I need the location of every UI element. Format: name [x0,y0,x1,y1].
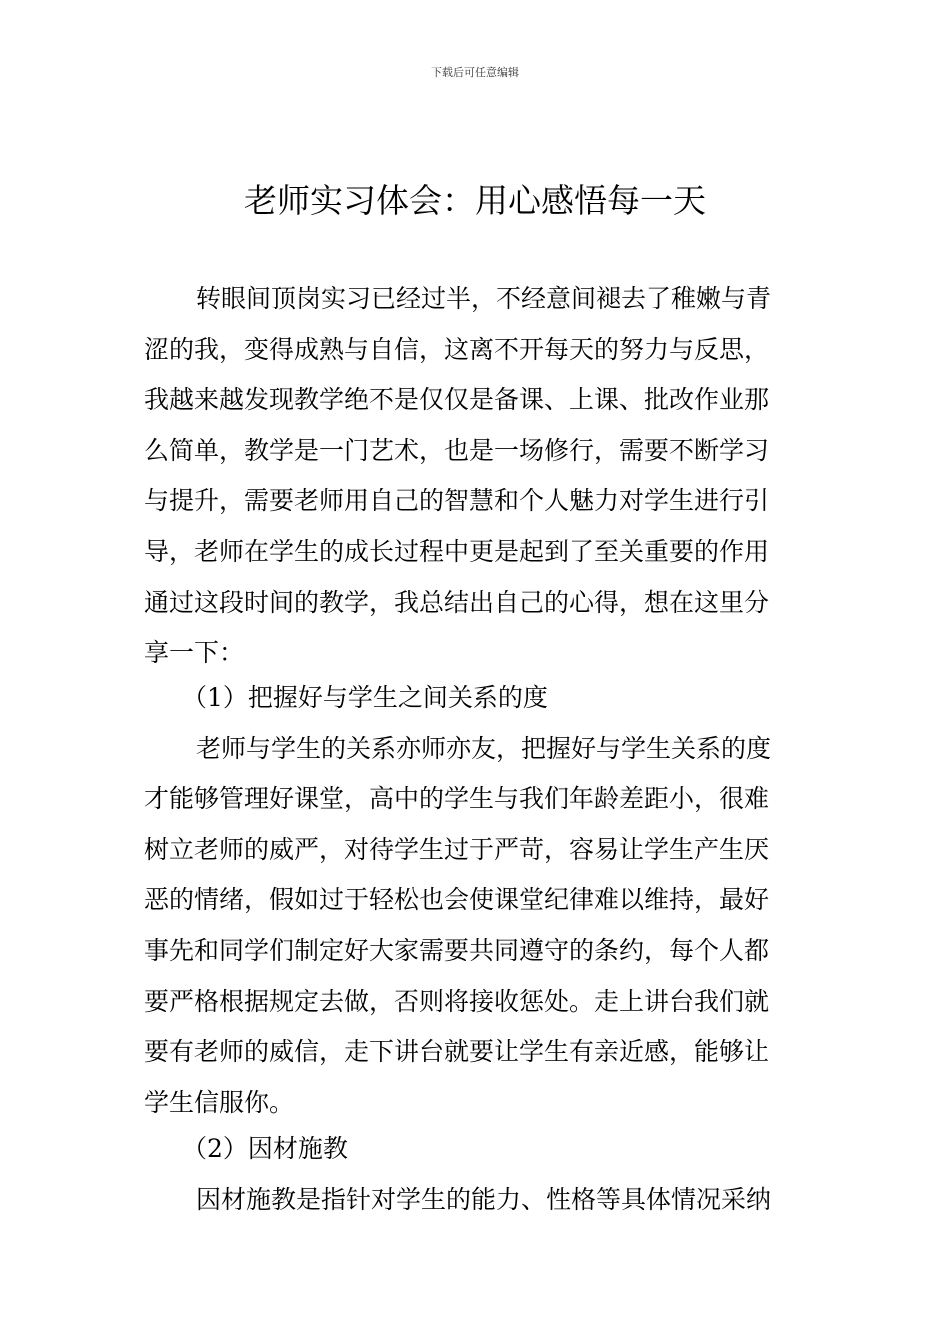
intro-paragraph [144,274,808,679]
paragraph-line: 涩的我，变得成熟与自信，这离不开每天的努力与反思， [144,334,770,364]
paragraph-line: 因材施教是指针对学生的能力、性格等具体情况采纳 [196,1184,772,1214]
paragraph-line: 与提升，需要老师用自己的智慧和个人魅力对学生进行引 [144,486,770,516]
section-heading: （2）因材施教 [182,1134,348,1163]
paragraph-line: 我越来越发现教学绝不是仅仅是备课、上课、批改作业那 [144,385,770,415]
header-note: 下载后可任意编辑 [431,66,519,79]
paragraph-line: 学生信服你。 [144,1087,295,1117]
paragraph-line: 转眼间顶岗实习已经过半，不经意间褪去了稚嫩与青 [196,284,772,313]
paragraph-line: 要严格根据规定去做，否则将接收惩处。走上讲台我们就 [144,986,770,1016]
paragraph-line: 老师与学生的关系亦师亦友，把握好与学生关系的度 [196,733,772,763]
paragraph-line: 要有老师的威信，走下讲台就要让学生有亲近感，能够让 [144,1037,770,1067]
paragraph-line: 导，老师在学生的成长过程中更是起到了至关重要的作用 [144,536,770,566]
paragraph-line: 享一下： [144,638,245,668]
section-1 [144,673,808,1128]
section-heading: （1）把握好与学生之间关系的度 [182,683,548,712]
paragraph-line: 树立老师的威严，对待学生过于严苛，容易让学生产生厌 [144,834,770,864]
paragraph-line: 通过这段时间的教学，我总结出自己的心得，想在这里分 [144,587,770,617]
paragraph-line: 么简单，教学是一门艺术，也是一场修行，需要不断学习 [144,435,770,465]
paragraph-line: 事先和同学们制定好大家需要共同遵守的条约，每个人都 [144,935,770,965]
paragraph-line: 才能够管理好课堂，高中的学生与我们年龄差距小，很难 [144,784,770,814]
section-2 [144,1124,808,1225]
paragraph-line: 恶的情绪，假如过于轻松也会使课堂纪律难以维持，最好 [144,885,770,915]
document-title: 老师实习体会：用心感悟每一天 [244,181,706,220]
